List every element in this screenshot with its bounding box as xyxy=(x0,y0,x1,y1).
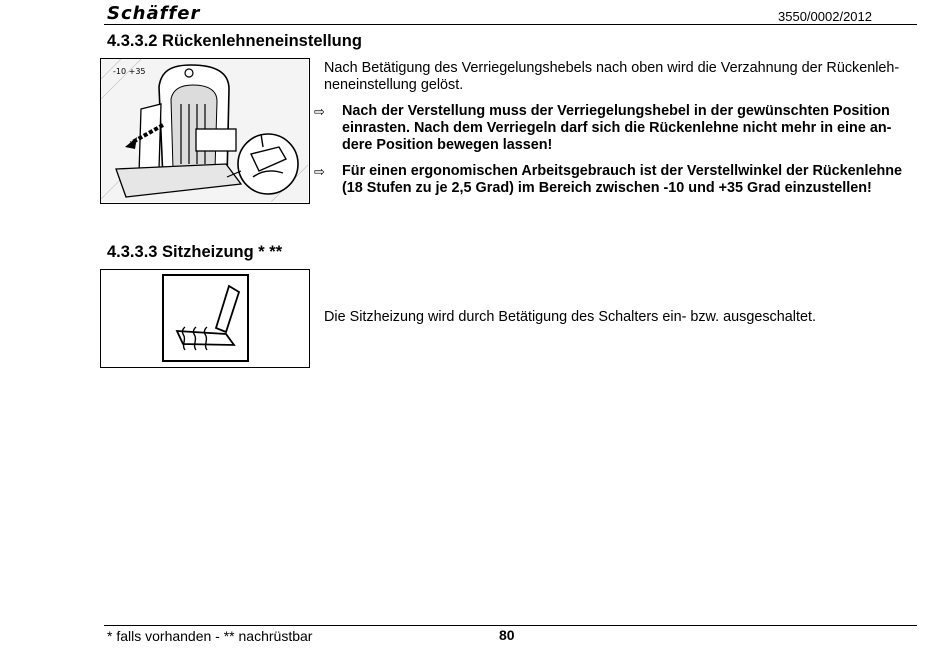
bullet-text: Nach der Verstellung muss der Verriegelungshebel in der gewünschten Position einrasten. Nach dem Verriegeln darf sich die Rückenlehne nicht mehr in eine an-dere Position bewegen lassen! xyxy=(342,103,892,153)
backrest-angle-label: -10 +35 xyxy=(113,67,146,76)
seat-backrest-adjustment-icon xyxy=(101,59,308,202)
section-heading-backrest: 4.3.3.2 Rückenlehneneinstellung xyxy=(107,32,362,50)
seat-heating-icon xyxy=(101,270,308,366)
bullet-text: Für einen ergonomischen Arbeitsgebrauch ist der Verstellwinkel der Rückenlehne (18 Stufen zu je 2,5 Grad) im Bereich zwischen -10 und +35 Grad einzustellen! xyxy=(342,163,903,196)
arrow-right-icon: ⇨ xyxy=(314,164,325,179)
footer-rule xyxy=(104,625,917,626)
seat-heating-figure xyxy=(100,269,310,368)
footer-note: * falls vorhanden - ** nachrüstbar xyxy=(107,628,313,644)
header-rule xyxy=(104,24,917,25)
backrest-intro-text: Nach Betätigung des Verriegelungshebels nach oben wird die Verzahnung der Rückenleh-neneinstellung gelöst. xyxy=(324,60,900,93)
backrest-figure xyxy=(100,58,310,204)
brand-logo: Schäffer xyxy=(107,3,201,24)
page-number: 80 xyxy=(499,627,515,643)
seat-heating-text: Die Sitzheizung wird durch Betätigung des Schalters ein- bzw. ausgeschaltet. xyxy=(324,309,816,325)
bullet-item xyxy=(314,163,919,197)
arrow-right-icon: ⇨ xyxy=(314,104,325,119)
document-number: 3550/0002/2012 xyxy=(778,9,872,24)
section-heading-seat-heating: 4.3.3.3 Sitzheizung * ** xyxy=(107,243,283,261)
bullet-item xyxy=(314,103,919,154)
